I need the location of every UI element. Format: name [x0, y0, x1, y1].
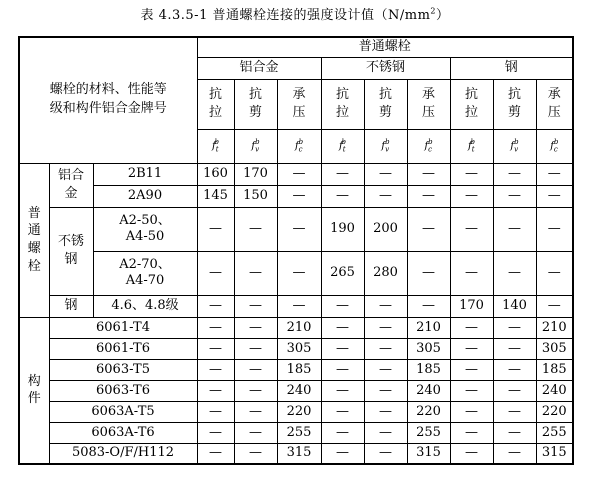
value-cell: — — [234, 359, 277, 380]
value-cell: 315 — [277, 443, 321, 464]
header-subgroup: 不锈钢 — [321, 57, 450, 79]
value-cell: — — [407, 295, 450, 317]
value-cell: — — [450, 317, 493, 338]
value-cell: — — [364, 380, 407, 401]
value-cell: — — [234, 251, 277, 295]
value-cell: 210 — [277, 317, 321, 338]
bolt-grade: A2-50、 A4-50 — [93, 207, 197, 251]
header-col-label: 抗 剪 — [234, 79, 277, 129]
value-cell: — — [364, 359, 407, 380]
value-cell: 210 — [536, 317, 573, 338]
member-grade: 6063A-T5 — [49, 401, 197, 422]
value-cell: — — [234, 207, 277, 251]
value-cell: — — [234, 338, 277, 359]
value-cell: — — [197, 338, 234, 359]
table-title-text: 表 4.3.5-1 普通螺栓连接的强度设计值（ — [140, 8, 388, 23]
value-cell: 220 — [536, 401, 573, 422]
value-cell: — — [321, 443, 364, 464]
value-cell: — — [321, 359, 364, 380]
value-cell: — — [197, 401, 234, 422]
value-cell: — — [277, 207, 321, 251]
header-subgroup: 铝合金 — [197, 57, 321, 79]
value-cell: — — [450, 185, 493, 207]
value-cell: — — [197, 317, 234, 338]
strength-design-table — [18, 36, 574, 465]
value-cell: — — [234, 401, 277, 422]
value-cell: 315 — [407, 443, 450, 464]
bolt-grade: 2A90 — [93, 185, 197, 207]
value-cell: — — [321, 338, 364, 359]
value-cell: 185 — [277, 359, 321, 380]
header-col-label: 承 压 — [277, 79, 321, 129]
value-cell: 150 — [234, 185, 277, 207]
table-title — [0, 4, 590, 23]
value-cell: 240 — [277, 380, 321, 401]
value-cell: — — [407, 163, 450, 185]
value-cell: — — [493, 251, 536, 295]
bolt-grade: 2B11 — [93, 163, 197, 185]
value-cell: — — [450, 422, 493, 443]
value-cell: — — [407, 207, 450, 251]
header-col-label: 承 压 — [536, 79, 573, 129]
value-cell: — — [407, 251, 450, 295]
value-cell: — — [536, 163, 573, 185]
value-cell: 170 — [450, 295, 493, 317]
value-cell: 280 — [364, 251, 407, 295]
bolt-material: 铝合 金 — [49, 163, 93, 207]
value-cell: — — [493, 401, 536, 422]
header-col-symbol: $f_c^b$ — [277, 129, 321, 163]
member-grade: 6063-T5 — [49, 359, 197, 380]
value-cell: — — [197, 251, 234, 295]
value-cell: — — [493, 443, 536, 464]
value-cell: 210 — [407, 317, 450, 338]
header-col-symbol: $f_t^b$ — [197, 129, 234, 163]
value-cell: — — [277, 163, 321, 185]
value-cell: — — [407, 185, 450, 207]
header-col-symbol: $f_t^b$ — [450, 129, 493, 163]
value-cell: 170 — [234, 163, 277, 185]
header-col-label: 抗 拉 — [450, 79, 493, 129]
header-col-symbol: $f_v^b$ — [493, 129, 536, 163]
value-cell: 145 — [197, 185, 234, 207]
value-cell: 190 — [321, 207, 364, 251]
table-title-close: ） — [436, 8, 450, 23]
value-cell: — — [536, 207, 573, 251]
value-cell: — — [364, 422, 407, 443]
value-cell: — — [197, 380, 234, 401]
member-grade: 6061-T4 — [49, 317, 197, 338]
value-cell: 200 — [364, 207, 407, 251]
value-cell: — — [197, 295, 234, 317]
member-grade: 6061-T6 — [49, 338, 197, 359]
value-cell: — — [536, 185, 573, 207]
value-cell: — — [197, 422, 234, 443]
header-col-symbol: $f_t^b$ — [321, 129, 364, 163]
value-cell: 185 — [536, 359, 573, 380]
unit-label: $N/mm^2$ — [387, 6, 436, 23]
value-cell: — — [321, 422, 364, 443]
value-cell: — — [234, 295, 277, 317]
value-cell: — — [364, 443, 407, 464]
value-cell: 255 — [536, 422, 573, 443]
value-cell: 255 — [277, 422, 321, 443]
value-cell: 220 — [407, 401, 450, 422]
header-col-label: 抗 剪 — [364, 79, 407, 129]
value-cell: — — [234, 380, 277, 401]
value-cell: — — [536, 295, 573, 317]
value-cell: — — [450, 359, 493, 380]
header-group: 普通螺栓 — [197, 37, 573, 57]
value-cell: — — [321, 295, 364, 317]
value-cell: — — [450, 401, 493, 422]
value-cell: 315 — [536, 443, 573, 464]
value-cell: — — [364, 317, 407, 338]
value-cell: — — [450, 443, 493, 464]
value-cell: — — [536, 251, 573, 295]
value-cell: — — [493, 338, 536, 359]
value-cell: 185 — [407, 359, 450, 380]
value-cell: — — [277, 185, 321, 207]
value-cell: — — [450, 338, 493, 359]
bolt-material: 钢 — [49, 295, 93, 317]
value-cell: — — [364, 338, 407, 359]
header-col-symbol: $f_v^b$ — [234, 129, 277, 163]
value-cell: 265 — [321, 251, 364, 295]
value-cell: — — [277, 295, 321, 317]
value-cell: — — [493, 317, 536, 338]
header-col-label: 抗 剪 — [493, 79, 536, 129]
header-col-symbol: $f_c^b$ — [536, 129, 573, 163]
value-cell: — — [493, 359, 536, 380]
value-cell: — — [493, 207, 536, 251]
member-grade: 6063-T6 — [49, 380, 197, 401]
value-cell: — — [321, 185, 364, 207]
value-cell: — — [197, 443, 234, 464]
value-cell: — — [364, 295, 407, 317]
value-cell: — — [450, 251, 493, 295]
value-cell: — — [321, 401, 364, 422]
value-cell: 240 — [536, 380, 573, 401]
value-cell: — — [450, 163, 493, 185]
value-cell: 305 — [407, 338, 450, 359]
value-cell: — — [493, 422, 536, 443]
member-grade: 6063A-T6 — [49, 422, 197, 443]
value-cell: — — [277, 251, 321, 295]
value-cell: — — [321, 380, 364, 401]
value-cell: 305 — [536, 338, 573, 359]
header-col-label: 抗 拉 — [321, 79, 364, 129]
value-cell: 160 — [197, 163, 234, 185]
member-grade: 5083-O/F/H112 — [49, 443, 197, 464]
value-cell: 140 — [493, 295, 536, 317]
value-cell: — — [493, 185, 536, 207]
section-label-member: 构 件 — [19, 317, 49, 464]
header-col-symbol: $f_v^b$ — [364, 129, 407, 163]
value-cell: 220 — [277, 401, 321, 422]
header-col-label: 抗 拉 — [197, 79, 234, 129]
value-cell: — — [450, 207, 493, 251]
value-cell: — — [450, 380, 493, 401]
value-cell: — — [321, 317, 364, 338]
value-cell: — — [234, 317, 277, 338]
bolt-material: 不锈 钢 — [49, 207, 93, 295]
row-header-label: 螺栓的材料、性能等 级和构件铝合金牌号 — [19, 37, 197, 163]
header-subgroup: 钢 — [450, 57, 573, 79]
value-cell: — — [493, 163, 536, 185]
bolt-grade: A2-70、 A4-70 — [93, 251, 197, 295]
value-cell: — — [364, 163, 407, 185]
header-col-symbol: $f_c^b$ — [407, 129, 450, 163]
value-cell: — — [493, 380, 536, 401]
value-cell: — — [197, 207, 234, 251]
value-cell: — — [364, 185, 407, 207]
value-cell: 240 — [407, 380, 450, 401]
value-cell: 255 — [407, 422, 450, 443]
section-label-bolt: 普 通 螺 栓 — [19, 163, 49, 317]
value-cell: — — [364, 401, 407, 422]
value-cell: — — [234, 422, 277, 443]
bolt-grade: 4.6、4.8级 — [93, 295, 197, 317]
value-cell: — — [234, 443, 277, 464]
value-cell: — — [321, 163, 364, 185]
header-col-label: 承 压 — [407, 79, 450, 129]
value-cell: — — [197, 359, 234, 380]
value-cell: 305 — [277, 338, 321, 359]
